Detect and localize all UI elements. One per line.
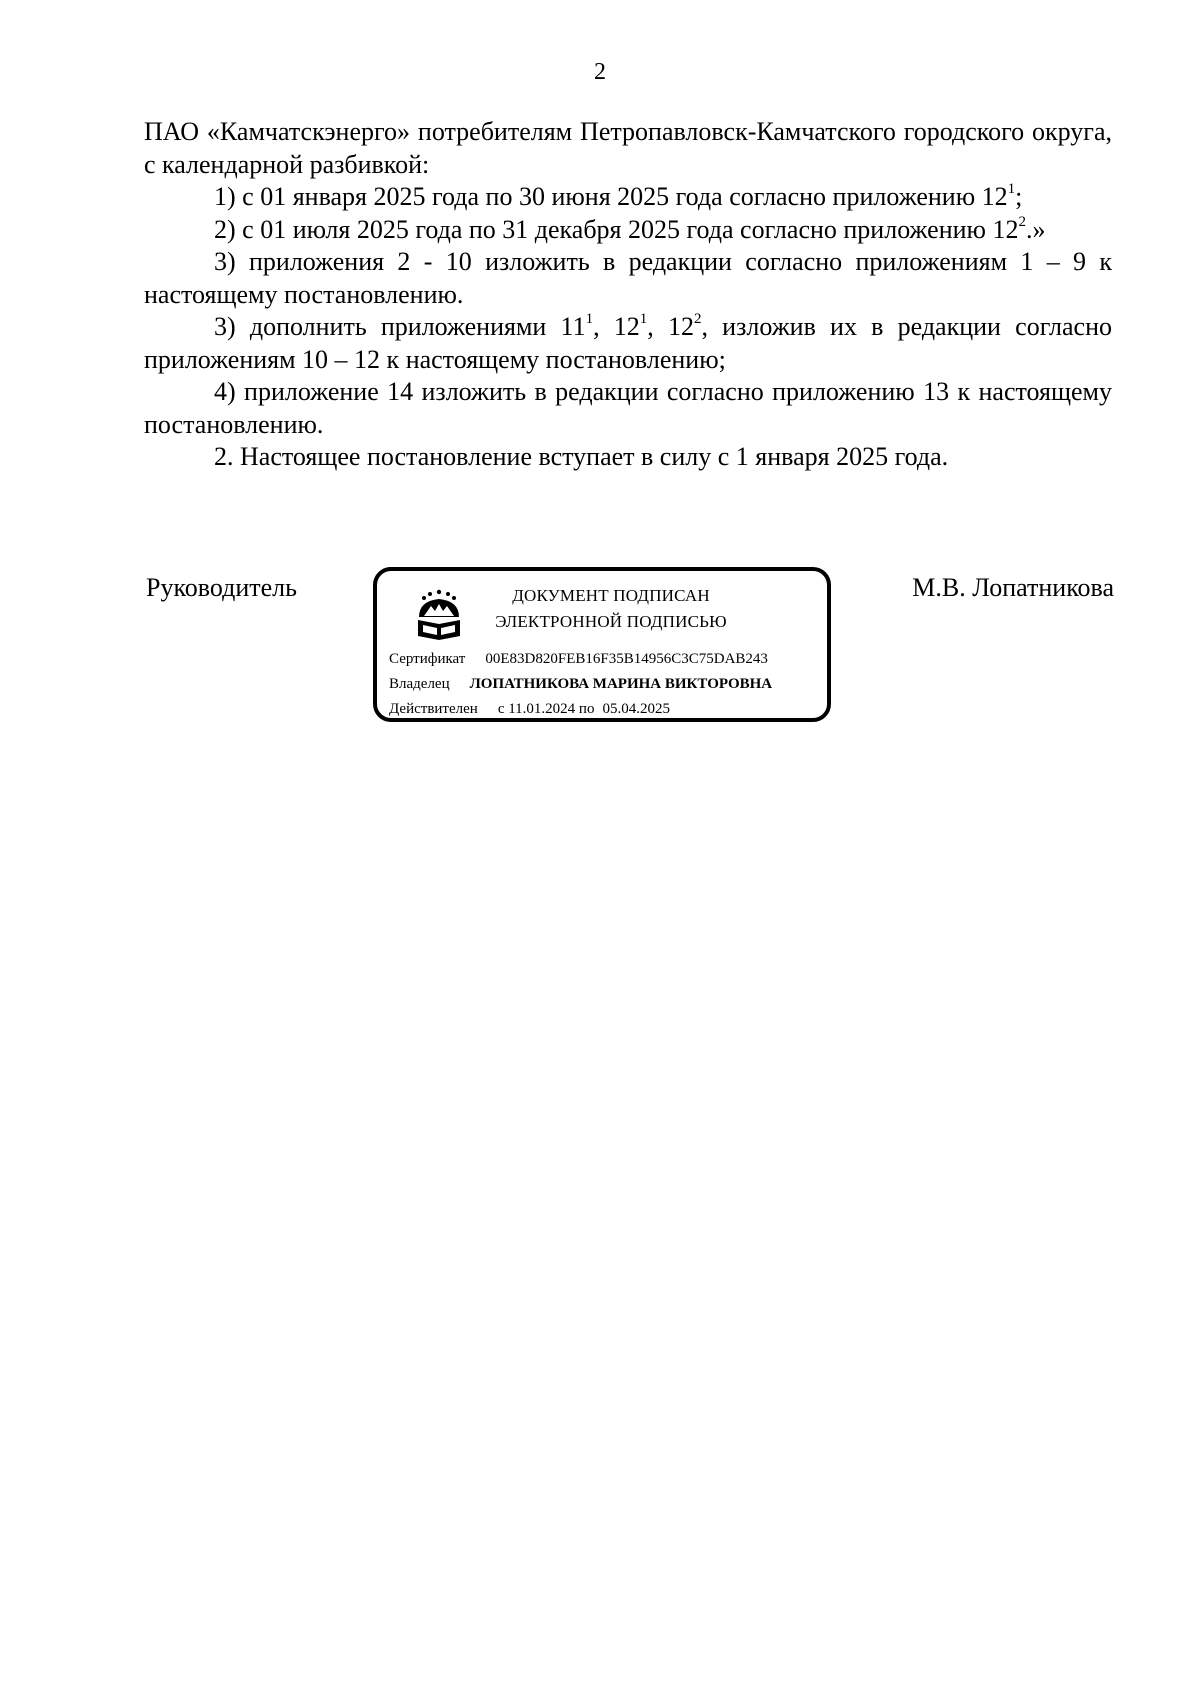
paragraph-effective-date: 2. Настоящее постановление вступает в силу с 1 января 2025 года.: [214, 442, 949, 471]
owner-value: ЛОПАТНИКОВА МАРИНА ВИКТОРОВНА: [469, 676, 773, 692]
paragraph-item-2-text: 2) с 01 июля 2025 года по 31 декабря 2025 года согласно приложению 12: [214, 214, 1019, 244]
validity-from: с 11.01.2024 по: [497, 701, 595, 717]
superscript: 1: [585, 311, 594, 328]
superscript: 1: [639, 311, 648, 328]
paragraph-item-2-end: .»: [1025, 214, 1046, 244]
stamp-title-line-2: ЭЛЕКТРОННОЙ ПОДПИСЬЮ: [495, 612, 727, 631]
certificate-value: 00E83D820FEB16F35B14956C3C75DAB243: [485, 651, 768, 667]
signatory-name: М.В. Лопатникова: [912, 573, 1114, 602]
electronic-signature-stamp: [373, 567, 831, 722]
validity-label: Действителен: [389, 701, 478, 717]
paragraph-add-appendices-a: 3) дополнить приложениями 11: [214, 312, 586, 341]
superscript: 1: [1007, 181, 1016, 198]
superscript: 2: [1018, 213, 1026, 230]
owner-label: Владелец: [389, 676, 450, 692]
certificate-label: Сертификат: [389, 651, 466, 667]
signatory-position: Руководитель: [146, 573, 297, 602]
stamp-title: [481, 583, 741, 635]
paragraph-add-appendices-d: , изложив их в редакции согласно приложениям 10 – 12 к настоящему постановлению;: [144, 312, 1113, 374]
paragraph-add-appendices-c: , 12: [647, 312, 694, 341]
paragraph-add-appendices-b: , 12: [593, 312, 640, 341]
coat-of-arms-icon: [414, 589, 464, 641]
stamp-certificate-row: [389, 649, 768, 669]
stamp-title-line-1: ДОКУМЕНТ ПОДПИСАН: [512, 586, 710, 605]
paragraph-item-1-text: 1) с 01 января 2025 года по 30 июня 2025 года согласно приложению 12: [214, 182, 1008, 211]
paragraph-item-1-end: ;: [1015, 182, 1023, 211]
page-number: 2: [594, 59, 606, 85]
paragraph-item-2: [144, 214, 1112, 247]
paragraph-add-appendices: [144, 311, 1112, 376]
paragraph-item-1: [144, 181, 1112, 214]
document-body: [144, 116, 1112, 474]
validity-to: 05.04.2025: [602, 701, 670, 717]
superscript: 2: [693, 311, 702, 328]
stamp-validity-row: [389, 699, 670, 719]
paragraph-appendix-14: 4) приложение 14 изложить в редакции согласно приложению 13 к настоящему постановлению.: [144, 377, 1112, 439]
paragraph-consumers: ПАО «Камчатскэнерго» потребителям Петропавловск-Камчатского городского округа, с календарной разбивкой:: [144, 117, 1112, 179]
stamp-owner-row: [389, 674, 772, 694]
paragraph-appendices-2-10: 3) приложения 2 - 10 изложить в редакции согласно приложениям 1 – 9 к настоящему постановлению.: [144, 247, 1112, 309]
